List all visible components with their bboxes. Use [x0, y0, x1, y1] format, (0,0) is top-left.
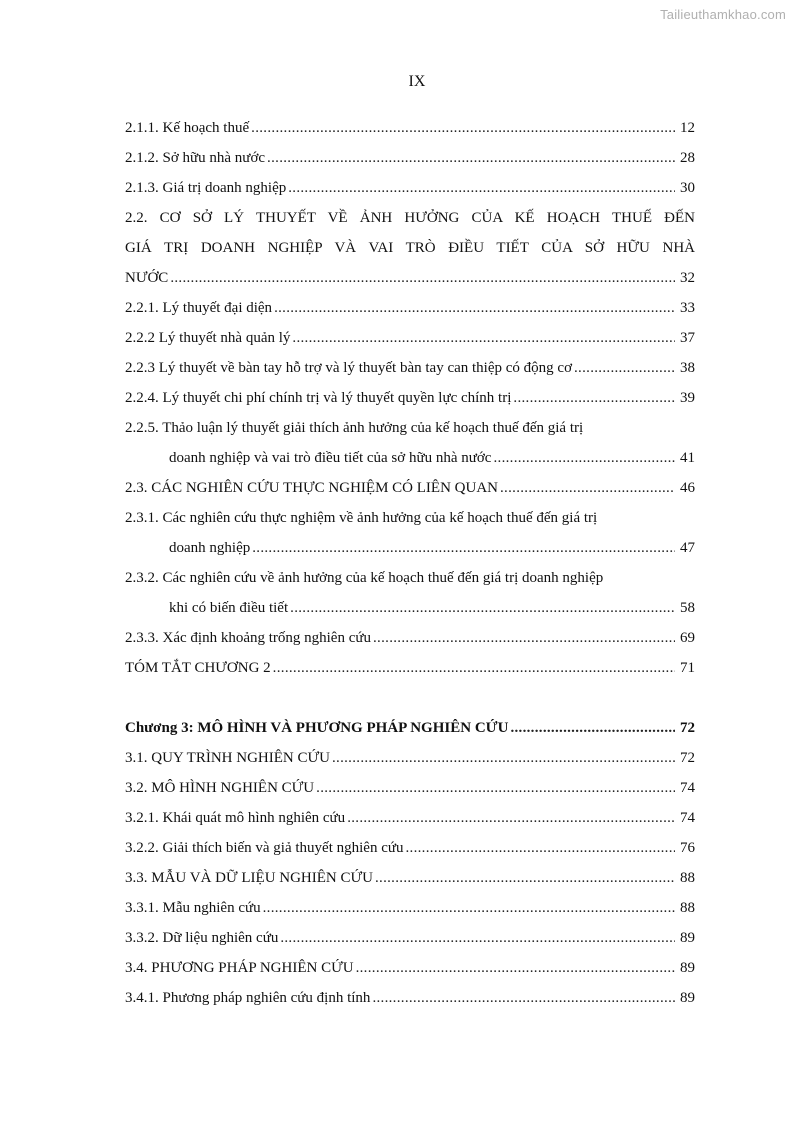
- toc-entry-page: 46: [680, 480, 695, 496]
- toc-entry-2-2-5[interactable]: [125, 413, 695, 473]
- toc-entry-2-2-2[interactable]: [125, 323, 695, 353]
- toc-entry-title: 2.1.3. Giá trị doanh nghiệp: [125, 180, 287, 196]
- toc-entry-2-3-2[interactable]: [125, 563, 695, 623]
- toc-entry-page: 38: [680, 360, 695, 376]
- watermark: Tailieuthamkhao.com: [660, 7, 786, 22]
- toc-entry-3-3[interactable]: [125, 863, 695, 893]
- toc-entry-chapter-3[interactable]: [125, 713, 695, 743]
- toc-entry-page: 74: [680, 810, 695, 826]
- toc-entry-title: 3.4. PHƯƠNG PHÁP NGHIÊN CỨU: [125, 960, 354, 976]
- toc-entry-2-2-4[interactable]: [125, 383, 695, 413]
- toc-entry-title: 2.1.2. Sở hữu nhà nước: [125, 150, 266, 166]
- toc-entry-3-4-1[interactable]: [125, 983, 695, 1013]
- toc-entry-title: NƯỚC: [125, 270, 169, 286]
- toc-entry-page: 72: [680, 720, 695, 736]
- toc-entry-page: 76: [680, 840, 695, 856]
- toc-entry-title-line: 2.2.5. Thảo luận lý thuyết giải thích ảnh hưởng của kế hoạch thuế đến giá trị: [125, 420, 584, 436]
- toc-entry-title: 3.2.1. Khái quát mô hình nghiên cứu: [125, 810, 346, 826]
- toc-entry-page: 37: [680, 330, 695, 346]
- toc-entry-title: 2.2.1. Lý thuyết đại diện: [125, 300, 273, 316]
- toc-entry-page: 33: [680, 300, 695, 316]
- toc-entry-page: 88: [680, 870, 695, 886]
- toc-entry-title: 3.3.2. Dữ liệu nghiên cứu: [125, 930, 279, 946]
- toc-entry-page: 41: [680, 450, 695, 466]
- toc-entry-page: 58: [680, 600, 695, 616]
- toc-entry-page: 28: [680, 150, 695, 166]
- toc-entry-2-1-3[interactable]: [125, 173, 695, 203]
- toc-entry-title: 3.3.1. Mẫu nghiên cứu: [125, 900, 261, 916]
- toc-entry-2-1-1[interactable]: [125, 113, 695, 143]
- toc-entry-title: Chương 3: MÔ HÌNH VÀ PHƯƠNG PHÁP NGHIÊN CỨU: [125, 720, 509, 736]
- toc-entry-2-3[interactable]: [125, 473, 695, 503]
- toc-entry-page: 74: [680, 780, 695, 796]
- toc-entry-2-2-3[interactable]: [125, 353, 695, 383]
- toc-entry-3-3-1[interactable]: [125, 893, 695, 923]
- toc-entry-3-2-1[interactable]: [125, 803, 695, 833]
- toc-entry-page: 47: [680, 540, 695, 556]
- toc-entry-title-line: GIÁ TRỊ DOANH NGHIỆP VÀ VAI TRÒ ĐIỀU TIẾT CỦA SỞ HỮU NHÀ: [125, 240, 695, 256]
- toc-entry-page: 71: [680, 660, 695, 676]
- toc-entry-title: 2.2.3 Lý thuyết về bàn tay hỗ trợ và lý thuyết bàn tay can thiệp có động cơ: [125, 360, 572, 376]
- toc-entry-page: 12: [680, 120, 695, 136]
- toc-entry-title: 2.3.3. Xác định khoảng trống nghiên cứu: [125, 630, 371, 646]
- toc-entry-2-3-3[interactable]: [125, 623, 695, 653]
- toc-entry-3-4[interactable]: [125, 953, 695, 983]
- toc-entry-title: khi có biến điều tiết: [169, 600, 289, 616]
- toc-entry-2-3-1[interactable]: [125, 503, 695, 563]
- toc-entry-title-line: 2.2. CƠ SỞ LÝ THUYẾT VỀ ẢNH HƯỞNG CỦA KẾ HOẠCH THUẾ ĐẾN: [125, 210, 695, 226]
- toc-entry-title: 2.2.2 Lý thuyết nhà quản lý: [125, 330, 291, 346]
- page-number: IX: [408, 73, 426, 90]
- toc-entry-title-line: 2.3.2. Các nghiên cứu về ảnh hưởng của kế hoạch thuế đến giá trị doanh nghiệp: [125, 570, 604, 586]
- toc-entry-2-1-2[interactable]: [125, 143, 695, 173]
- toc-entry-title: doanh nghiệp: [169, 540, 251, 556]
- toc-entry-page: 88: [680, 900, 695, 916]
- toc-entry-page: 72: [680, 750, 695, 766]
- toc-entry-title: 2.1.1. Kế hoạch thuế: [125, 120, 250, 136]
- toc-entry-2-2-1[interactable]: [125, 293, 695, 323]
- toc-entry-title-line: 2.3.1. Các nghiên cứu thực nghiệm về ảnh hưởng của kế hoạch thuế đến giá trị: [125, 510, 598, 526]
- toc-entry-title: 2.3. CÁC NGHIÊN CỨU THỰC NGHIỆM CÓ LIÊN QUAN: [125, 480, 498, 496]
- toc-entry-title: TÓM TẮT CHƯƠNG 2: [125, 660, 271, 676]
- toc-entry-chapter-2-summary[interactable]: [125, 653, 695, 683]
- toc-entry-title: doanh nghiệp và vai trò điều tiết của sở hữu nhà nước: [169, 450, 492, 466]
- toc-entry-3-3-2[interactable]: [125, 923, 695, 953]
- toc-entry-page: 89: [680, 990, 695, 1006]
- toc-entry-2-2[interactable]: [125, 203, 695, 293]
- toc-entry-3-2[interactable]: [125, 773, 695, 803]
- toc-entry-page: 39: [680, 390, 695, 406]
- toc-entry-3-2-2[interactable]: [125, 833, 695, 863]
- toc-entry-page: 32: [680, 270, 695, 286]
- table-of-contents: [125, 113, 695, 1013]
- toc-entry-title: 3.1. QUY TRÌNH NGHIÊN CỨU: [125, 750, 330, 766]
- toc-entry-3-1[interactable]: [125, 743, 695, 773]
- toc-entry-page: 30: [680, 180, 695, 196]
- toc-entry-title: 3.2. MÔ HÌNH NGHIÊN CỨU: [125, 780, 315, 796]
- toc-entry-page: 69: [680, 630, 695, 646]
- toc-entry-title: 3.3. MẪU VÀ DỮ LIỆU NGHIÊN CỨU: [125, 870, 373, 886]
- toc-entry-title: 3.4.1. Phương pháp nghiên cứu định tính: [125, 990, 371, 1006]
- toc-entry-page: 89: [680, 930, 695, 946]
- toc-entry-title: 3.2.2. Giải thích biến và giả thuyết nghiên cứu: [125, 840, 404, 856]
- toc-entry-title: 2.2.4. Lý thuyết chi phí chính trị và lý thuyết quyền lực chính trị: [125, 390, 512, 406]
- toc-entry-page: 89: [680, 960, 695, 976]
